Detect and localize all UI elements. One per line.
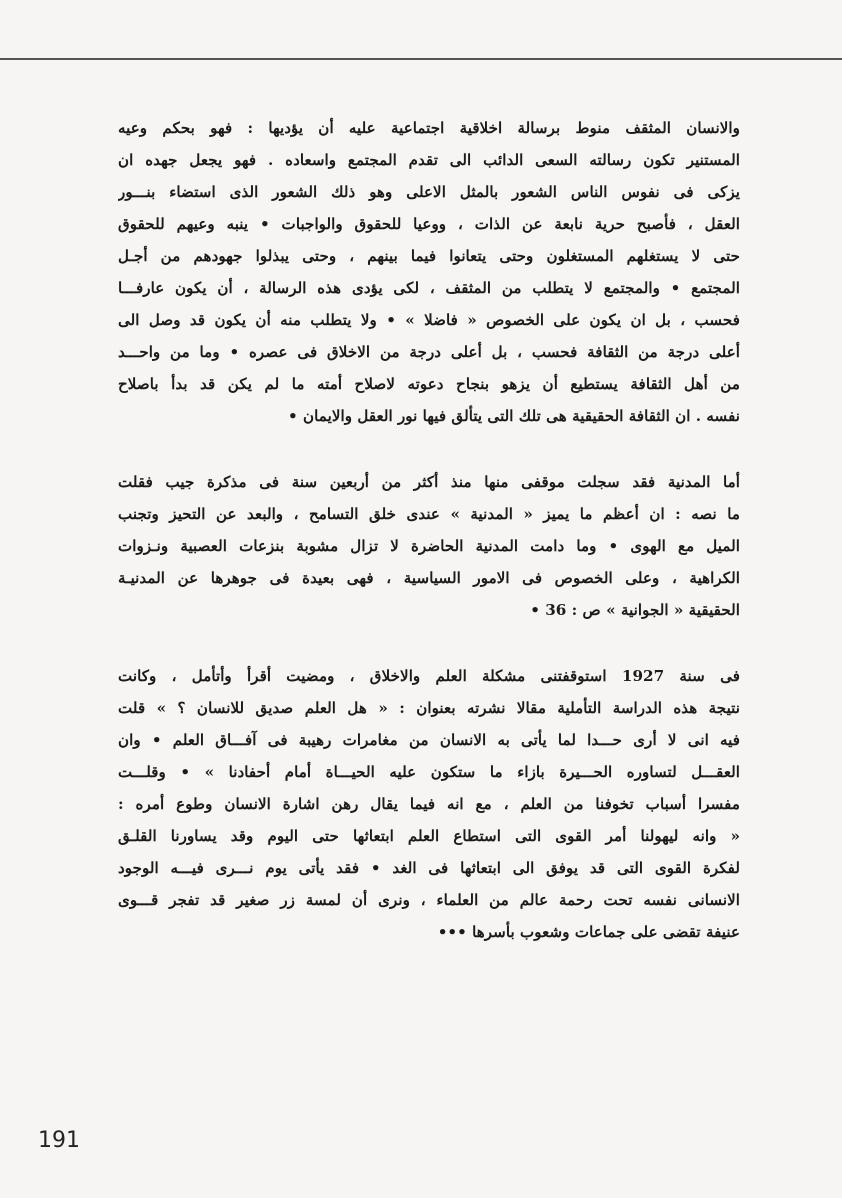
text-line: مفسرا أسباب تخوفنا من العلم ، مع انه فيما يقال رهن اشارة الانسان وطوع أمره : — [118, 795, 740, 813]
text-line: فى سنة 1927 استوقفتنى مشكلة العلم والاخلاق ، ومضيت أقرأ وأتأمل ، وكانت — [118, 667, 740, 685]
text-line: المستنير تكون رسالته السعى الدائب الى تقدم المجتمع واسعاده . فهو يجعل جهده ان — [118, 151, 740, 169]
text-line: المجتمع • والمجتمع لا يتطلب من المثقف ، لكى يؤدى هذه الرسالة ، أن يكون عارفـــا — [118, 279, 740, 297]
text-line: ما نصه : ان أعظم ما يميز « المدنية » عندى خلق التسامح ، والبعد عن التحيز وتجنب — [118, 505, 740, 523]
text-line: العقل ، فأصبح حرية نابعة عن الذات ، ووعيا للحقوق والواجبات • ينبه وعيهم للحقوق — [118, 215, 740, 233]
text-line: نفسه . ان الثقافة الحقيقية هى تلك التى يتألق فيها نور العقل والايمان • — [288, 407, 740, 425]
text-line: الكراهية ، وعلى الخصوص فى الامور السياسية ، فهى بعيدة فى جوهرها عن المدنيـة — [118, 569, 740, 587]
paragraph-culture — [118, 112, 740, 432]
text-line: الانسانى نفسه تحت رحمة عالم من العلماء ، ونرى أن لمسة زر صغير قد تفجر قـــوى — [118, 891, 740, 909]
paragraph-science — [118, 660, 740, 948]
text-line: حتى لا يستغلهم المستغلون وحتى يتعانوا فيما بينهم ، وحتى يبذلوا جهودهم من أجـل — [118, 247, 740, 265]
paragraph-civilization — [118, 466, 740, 626]
text-line: أعلى درجة من الثقافة فحسب ، بل أعلى درجة من الاخلاق فى عصره • وما من واحـــد — [118, 343, 740, 361]
text-line: نتيجة هذه الدراسة التأملية مقالا نشرته بعنوان : « هل العلم صديق للانسان ؟ » قلت — [118, 699, 740, 717]
page-body — [118, 112, 740, 982]
text-line: من أهل الثقافة يستطيع أن يزهو بنجاح دعوته لاصلاح أمته ما لم يكن قد بدأ باصلاح — [118, 375, 740, 393]
text-line: لفكرة القوى التى قد يوفق الى ابتعاثها فى الغد • فقد يأتى يوم نـــرى فيـــه الوجود — [118, 859, 740, 877]
text-line: فحسب ، بل ان يكون على الخصوص « فاضلا » • ولا يتطلب منه أن يكون قد وصل الى — [118, 311, 740, 329]
header-rule — [0, 58, 842, 60]
text-line: العقـــل لتساوره الحـــيرة بازاء ما ستكون عليه الحيـــاة أمام أحفادنا » • وقلـــت — [118, 763, 740, 781]
text-line: عنيفة تقضى على جماعات وشعوب بأسرها ••• — [437, 923, 740, 941]
text-line: والانسان المثقف منوط برسالة اخلاقية اجتماعية عليه أن يؤديها : فهو بحكم وعيه — [118, 119, 740, 137]
text-line: فيه انى لا أرى حـــدا لما يأتى به الانسان من مغامرات رهيبة فى آفـــاق العلم • وان — [118, 731, 740, 749]
text-line: الحقيقية « الجوانية » ص : 36 • — [530, 601, 740, 619]
text-line: الميل مع الهوى • وما دامت المدنية الحاضرة لا تزال مشوبة بنزعات العصبية ونـزوات — [118, 537, 740, 555]
text-line: « وانه ليهولنا أمر القوى التى استطاع العلم ابتعاثها حتى اليوم وقد يساورنا القلـق — [118, 827, 740, 845]
page-number: 191 — [38, 1128, 80, 1153]
text-line: أما المدنية فقد سجلت موقفى منها منذ أكثر من أربعين سنة فى مذكرة جيب فقلت — [118, 473, 740, 491]
text-line: يزكى فى نفوس الناس الشعور بالمثل الاعلى وهو ذلك الشعور الذى استضاء بنـــور — [118, 183, 740, 201]
